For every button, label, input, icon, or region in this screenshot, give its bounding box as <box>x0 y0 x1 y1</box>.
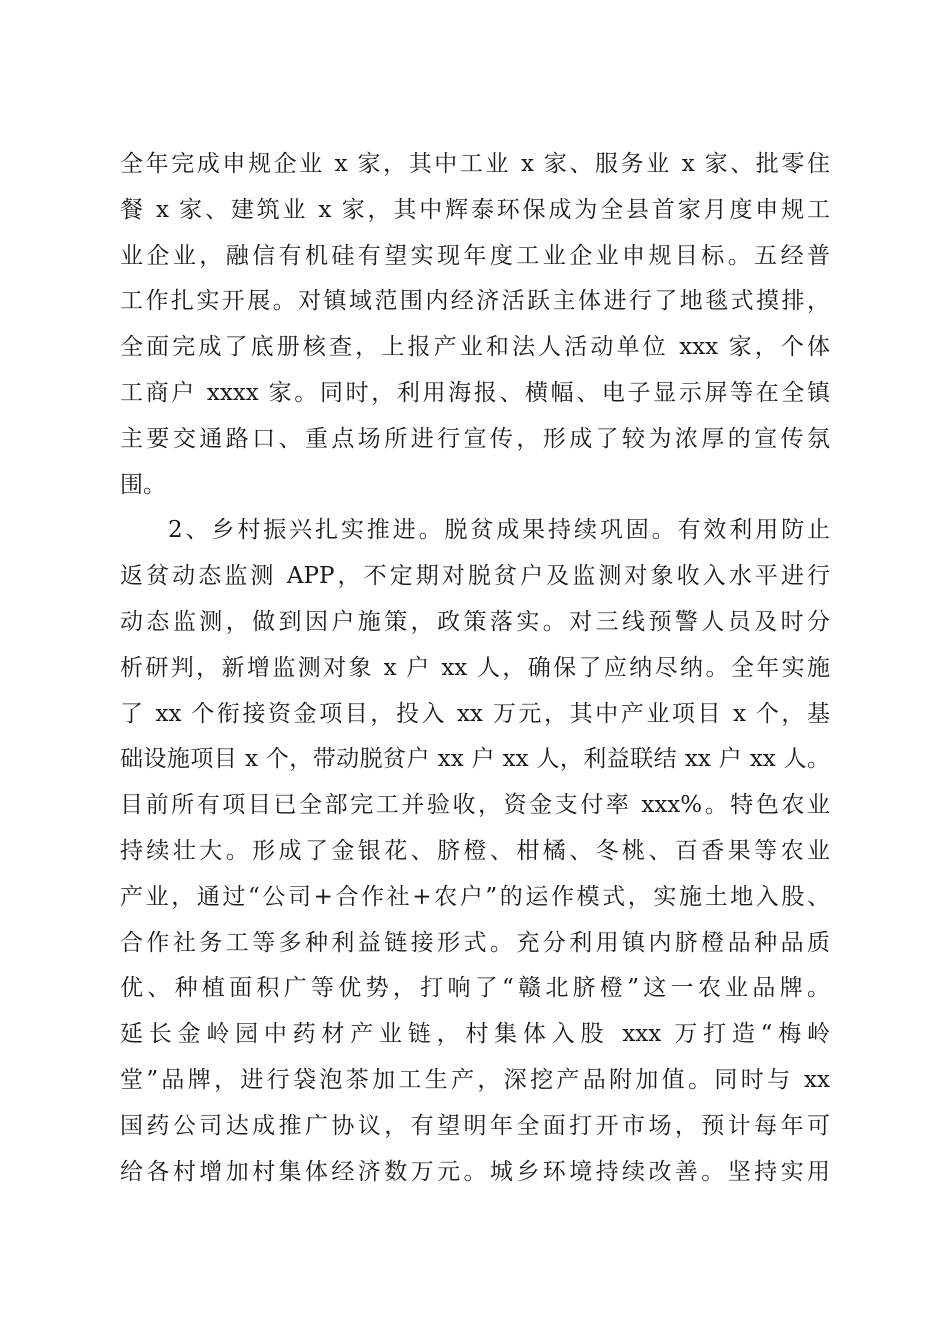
text-line: 返贫动态监测 APP，不定期对脱贫户及监测对象收入水平进行 <box>120 563 830 590</box>
text-line: 餐 x 家、建筑业 x 家，其中辉泰环保成为全县首家月度申规工 <box>120 196 830 223</box>
text-line: 析研判，新增监测对象 x 户 xx 人，确保了应纳尽纳。全年实施 <box>120 654 830 681</box>
text-line: 持续壮大。形成了金银花、脐橙、柑橘、冬桃、百香果等农业 <box>120 837 830 864</box>
text-line: 国药公司达成推广协议，有望明年全面打开市场，预计每年可 <box>120 1112 830 1139</box>
body-text <box>120 142 830 1195</box>
text-line: 工作扎实开展。对镇域范围内经济活跃主体进行了地毯式摸排， <box>120 288 830 315</box>
text-line: 础设施项目 x 个，带动脱贫户 xx 户 xx 人，利益联结 xx 户 xx 人。 <box>120 746 830 773</box>
text-line: 优、种植面积广等优势，打响了“赣北脐橙”这一农业品牌。 <box>120 975 830 1002</box>
text-line: 堂”品牌，进行袋泡茶加工生产，深挖产品附加值。同时与 xx <box>120 1066 830 1093</box>
text-line: 动态监测，做到因户施策，政策落实。对三线预警人员及时分 <box>120 608 830 635</box>
text-line: 了 xx 个衔接资金项目，投入 xx 万元，其中产业项目 x 个，基 <box>120 700 830 727</box>
text-line: 全面完成了底册核查，上报产业和法人活动单位 xxx 家，个体 <box>120 334 830 361</box>
text-line: 给各村增加村集体经济数万元。城乡环境持续改善。坚持实用 <box>120 1158 830 1185</box>
text-line: 工商户 xxxx 家。同时，利用海报、横幅、电子显示屏等在全镇 <box>120 379 830 406</box>
text-line: 围。 <box>120 471 166 498</box>
text-line: 产业，通过“公司+合作社+农户”的运作模式，实施土地入股、 <box>120 883 830 910</box>
text-line: 合作社务工等多种利益链接形式。充分利用镇内脐橙品种品质 <box>120 929 830 956</box>
text-line: 全年完成申规企业 x 家，其中工业 x 家、服务业 x 家、批零住 <box>120 151 830 177</box>
text-line: 延长金岭园中药材产业链，村集体入股 xxx 万打造“梅岭 <box>120 1021 830 1048</box>
text-line: 2、乡村振兴扎实推进。脱贫成果持续巩固。有效利用防止 <box>168 517 830 544</box>
text-line: 目前所有项目已全部完工并验收，资金支付率 xxx%。特色农业 <box>120 792 830 819</box>
text-line: 业企业，融信有机硅有望实现年度工业企业申规目标。五经普 <box>120 242 830 269</box>
text-line: 主要交通路口、重点场所进行宣传，形成了较为浓厚的宣传氛 <box>120 425 830 452</box>
